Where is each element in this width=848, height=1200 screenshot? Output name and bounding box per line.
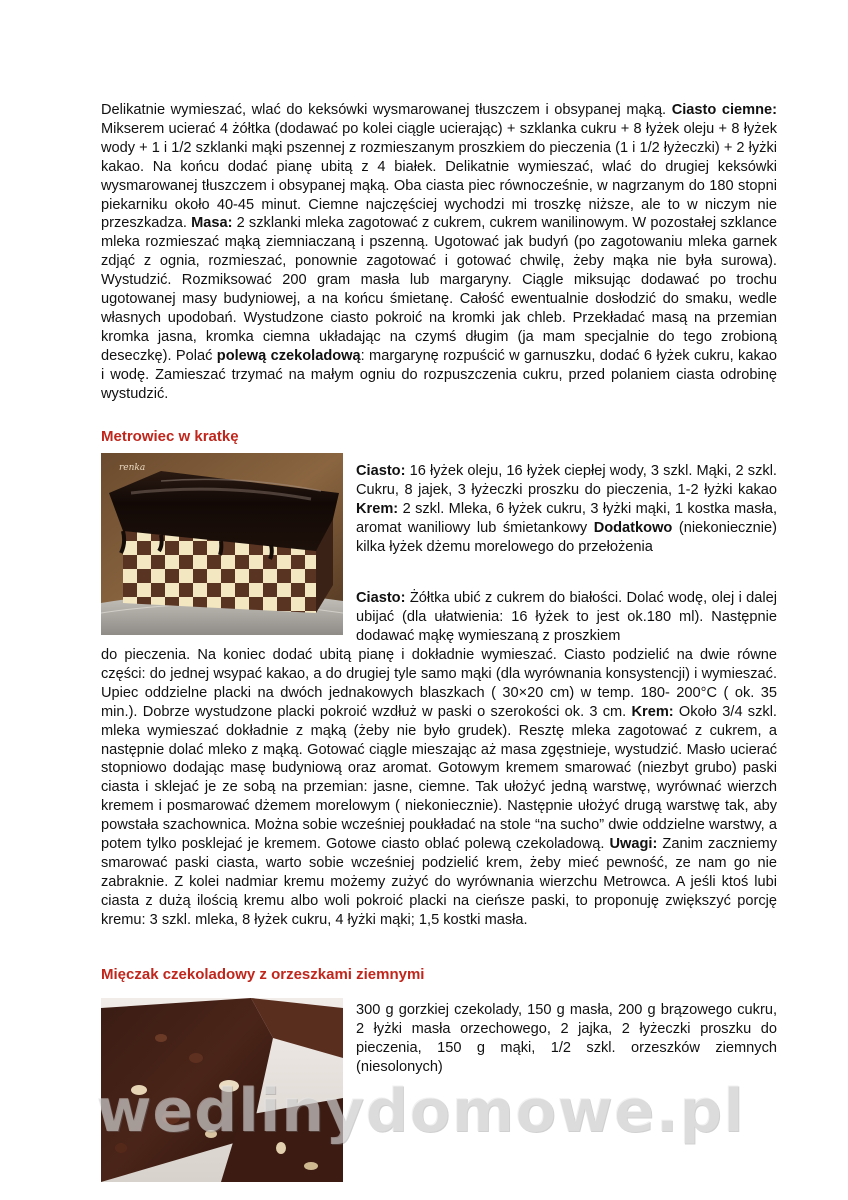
masa-label: Masa: bbox=[191, 215, 233, 232]
krem-ingredients-text: 2 szkl. Mleka, 6 łyżek cukru, 3 łyżki mąki, 1 kostka masła, aromat waniliowy lub śmietankowy bbox=[356, 500, 777, 536]
mieczak-ingredients: 300 g gorzkiej czekolady, 150 g masła, 200 g brązowego cukru, 2 łyżki masła orzechowego, 2 jajka, 2 łyżeczki proszku do pieczenia, 150 g mąki, 1/2 szkl. orzeszków ziemnych (niesolonych) bbox=[356, 1002, 777, 1075]
recipe-title-metrowiec: Metrowiec w kratkę bbox=[101, 428, 239, 445]
dodatkowo-text: (niekoniecznie) kilka łyżek dżemu morelowego do przełożenia bbox=[356, 519, 777, 555]
prep-text-a: do pieczenia. Na koniec dodać ubitą pianę i dokładnie wymieszać. Ciasto podzielić na dwie równe części: do jednej wsypać kakao, a do drugiej tyle samo mąki (dla wyrównania konsystencji) i wymieszać. Upiec oddzielne placki na dwóch jednakowych blaszkach ( 30×20 cm) w temp. 180- 200°C ( ok. 35 min.). Dobrze wystudzone placki pokroić wzdłuż w paski o szerokości ok. 3 cm. bbox=[101, 647, 777, 720]
ciasto-prep-text: Żółtka ubić z cukrem do białości. Dolać wodę, olej i dalej ubijać (dla ułatwienia: 16 łyżek to jest ok.180 ml). Następnie dodawać mąkę wymieszaną z proszkiem bbox=[356, 590, 777, 644]
mieczak-photo bbox=[101, 998, 343, 1182]
ciasto-ingredients-text: 16 łyżek oleju, 16 łyżek ciepłej wody, 3 szkl. Mąki, 2 szkl. Cukru, 8 jajek, 3 łyżeczki proszku do pieczenia, 1-2 łyżki kakao bbox=[356, 463, 777, 498]
photo-caption: renka bbox=[119, 463, 146, 473]
dodatkowo-label: Dodatkowo bbox=[593, 519, 673, 536]
intro-text-3: 2 szklanki mleka zagotować z cukrem, cukrem wanilinowym. W pozostałej szklance mleka rozmieszać mąką ziemniaczaną i pszenną. Ugotować jak budyń (po zagotowaniu mleka garnek zdjąć z ognia, rozmieszać, ponownie zagotować i gotować chwilę, żeby mąka nie była surowa). Wystudzić. Rozmiksować 200 gram masła lub margaryny. Ciągle miksując dodawać po trochu ugotowanej masy budyniowej, a na końcu śmietanę. Całość ewentualnie dosłodzić do smaku, wedle własnych upodobań. Wystudzone ciasto pokroić na kromki jak chleb. Przekładać masą na przemian kromka jasna, kromka ciemna układając na czymś długim (ja mam specjalnie do tego zrobioną deseczkę). Polać bbox=[101, 215, 777, 364]
metrowiec-prep-full bbox=[101, 646, 777, 930]
intro-text-2: Mikserem ucierać 4 żółtka (dodawać po kolei ciągle ucierając) + szklanka cukru + 8 łyżek oleju + 8 łyżek wody + 1 i 1/2 szklanki mąki pszennej z rozmieszanym proszkiem do pieczenia (1 i 1/2 łyżeczki) + 2 łyżki kakao. Na końcu dodać pianę ubitą z 4 białek. Delikatnie wymieszać, wlać do drugiej keksówki wysmarowanej tłuszczem i obsypanej mąką. Oba ciasta piec równocześnie, w nagrzanym do 180 stopni piekarniku około 40-45 minut. Ciemne najczęściej wychodzi mi troszkę niższe, ale to w niczym nie przeszkadza. bbox=[101, 120, 777, 232]
intro-text-4: : margarynę rozpuścić w garnuszku, dodać 6 łyżek cukru, kakao i wodę. Zamieszać trzymać na małym ogniu do rozpuszczenia cukru, przed polaniem ciasta odrobinę wystudzić. bbox=[101, 347, 777, 402]
uwagi-label: Uwagi: bbox=[609, 836, 658, 853]
watermark-text: wedlinydomowe.pl bbox=[96, 1076, 745, 1146]
ciasto-ingredients-label: Ciasto: bbox=[356, 463, 406, 479]
intro-paragraph bbox=[101, 101, 777, 404]
metrowiec-ingredients bbox=[356, 462, 777, 557]
krem-ingredients-label: Krem: bbox=[356, 500, 399, 517]
recipe-title-mieczak: Mięczak czekoladowy z orzeszkami ziemnymi bbox=[101, 966, 425, 983]
prep-text-c: Zanim zaczniemy smarować paski ciasta, warto sobie wcześniej podzielić krem, żeby mieć pewność, ze nam go nie zabraknie. Z kolei nadmiar kremu możemy zużyć do wyrównania wierzchu Metrowca. A jeśli ktoś lubi ciasta z dużą ilością kremu albo woli pokroić placki na cieńsze paski, to proponuję zwiększyć porcję kremu: 3 szkl. mleka, 8 łyżek cukru, 4 łyżki mąki; 1,5 kostki masła. bbox=[101, 836, 777, 928]
ciasto-prep-label: Ciasto: bbox=[356, 590, 406, 606]
krem-prep-label: Krem: bbox=[631, 703, 674, 720]
prep-text-b: Około 3/4 szkl. mleka wymieszać dokładnie z mąką (żeby nie było grudek). Resztę mleka zagotować z cukrem, a następnie dolać mleko z mąką. Gotować ciągle mieszając aż masa zgęstnieje, wystudzić. Masło ucierać stopniowo dodając masę budyniową oraz aromat. Gotowym kremem smarować (niezbyt grubo) paski ciasta i sklejać je ze sobą na przemian: jasne, ciemne. Tak ułożyć jedną warstwę, wyrównać wierzch kremem i posmarować dżemem morelowym ( niekoniecznie). Następnie ułożyć drugą warstwę tak, aby powstała szachownica. Można sobie wcześniej poukładać na stole “na sucho” dwie oddzielne warstwy, a potem tylko posklejać je kremem. Gotowe ciasto oblać polewą czekoladową. bbox=[101, 703, 777, 853]
ciasto-ciemne-label: Ciasto ciemne: bbox=[671, 102, 778, 118]
metrowiec-prep-side bbox=[356, 589, 777, 646]
polewa-label: polewą czekoladową bbox=[216, 347, 361, 364]
metrowiec-photo bbox=[101, 453, 343, 635]
intro-text-1: Delikatnie wymieszać, wlać do keksówki wysmarowanej tłuszczem i obsypanej mąką. bbox=[101, 102, 672, 118]
